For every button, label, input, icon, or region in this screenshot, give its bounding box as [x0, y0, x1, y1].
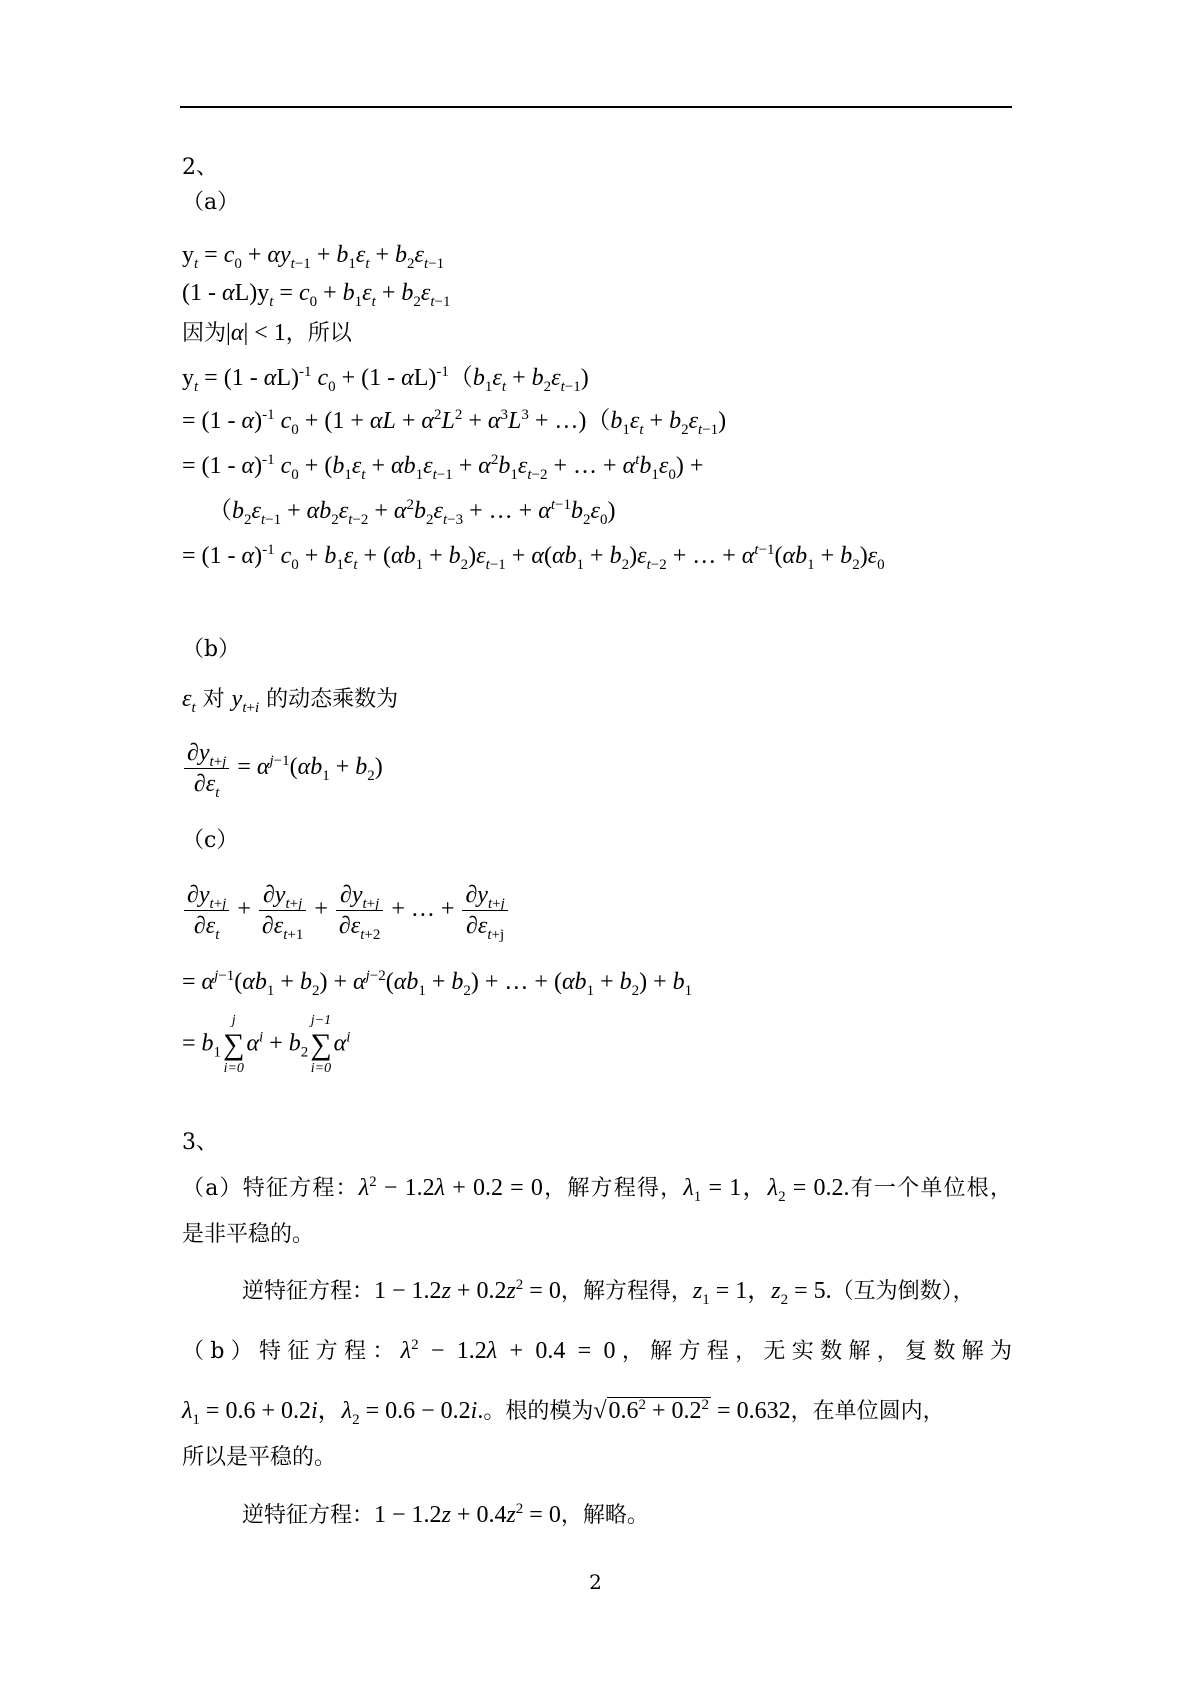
- part-3b-line2: $\lambda_1 = 0.6 + 0.2i$，$\lambda_2 = 0.6 - 0.2i$.。根的模为$√0.6^2 + 0.2^2 = 0.632$，在单位圆内，: [182, 1397, 945, 1428]
- equation-cumulative-sum: $\frac{\partial y_{t+j}}{\partial\varepsilon_t}$ + $\frac{\partial y_{t+j}}{\partial\varepsilon_{t+1}}$ + $\frac{\partial y_{t+j}}{\partial\varepsilon_{t+2}}$ + … + $\frac{\partial y_{t+j}}{\partial\varepsilon_{t+j}}$: [182, 880, 510, 941]
- section-3-heading: 3、: [182, 1130, 218, 1155]
- equation-expand-1: = (1 - α)$^{-1}$ $c_0 + (1 + \alpha L + \alpha^2L^2 + \alpha^3L^3$ + $\dots)(b_1\varepsilon_t + b_2\varepsilon_{t-1})$: [182, 407, 727, 438]
- header-rule: [180, 106, 1012, 108]
- equation-dynamic-multiplier: $\frac{\partial y_{t+j}}{\partial\varepsilon_t}$ = $\alpha^{j-1}(\alpha b_1 + b_2)$: [182, 738, 383, 799]
- dyn-end: 的动态乘数为: [266, 687, 399, 712]
- page-number: 2: [589, 1570, 602, 1594]
- part-c-label: （c）: [182, 828, 239, 853]
- equation-inverse: $y_t = (1 - \alpha L)^{-1}$ $c_0 + (1 - \alpha L)^{-1}(b_1\varepsilon_t + b_2\varepsilon_{t-1})$: [182, 364, 589, 395]
- part-a-label: （a）: [182, 190, 240, 215]
- part-3b-line1: （b）特征方程：$\lambda^2 - 1.2\lambda + 0.4 = 0$，解方程，无实数解，复数解为: [182, 1337, 1012, 1364]
- section-2-heading: 2、: [182, 155, 218, 180]
- dynamic-multiplier-line: $\varepsilon_t$ 对 $y_{t+i}$ 的动态乘数为: [182, 686, 399, 716]
- equation-cumulative-result: = $b_1$ j ∑ i=0 $\alpha^i + b_2$ j−1 ∑ i=0 $\alpha^i$: [182, 1013, 351, 1076]
- equation-expand-3: （$b_2\varepsilon_{t-1} + \alpha b_2\varepsilon_{t-2} + \alpha^2b_2\varepsilon_{t-3}$ + … + $\alpha^{t-1}b_2\varepsilon_0$): [208, 497, 616, 528]
- dyn-mid: 对: [202, 687, 225, 712]
- equation-lag-form: $(1 - \alpha L)y_t = c_0 + b_1\varepsilon_t + b_2\varepsilon_{t-1}$: [182, 280, 451, 310]
- part-3a-inverse: 逆特征方程：$1 - 1.2z + 0.2z^2 = 0$，解方程得，$z_1 = 1$，$z_2 = 5$.（互为倒数），: [242, 1277, 975, 1308]
- part-3b-line3: 所以是平稳的。: [182, 1445, 337, 1470]
- part-b-label: （b）: [182, 637, 241, 662]
- part-3a-line2: 是非平稳的。: [182, 1222, 315, 1247]
- equation-ar-model: $y_t = c_0 + \alpha y_{t-1} + b_1\varepsilon_t + b_2\varepsilon_{t-1}$: [182, 242, 445, 272]
- equation-cumulative-expand: = $\alpha^{j-1}(\alpha b_1 + b_2) + \alpha^{j-2}(\alpha b_1 + b_2)$ + … + $(\alpha b_1 + b_2) + b_1$: [182, 968, 693, 999]
- equation-expand-2: = (1 - α)$^{-1}$ $c_0 + (b_1\varepsilon_t + \alpha b_1\varepsilon_{t-1} + \alpha^2b_1\varepsilon_{t-2}$ + … + $\alpha^tb_1\varepsilon_0$) +: [182, 452, 704, 483]
- because-line: 因为|α| < 1，所以: [182, 320, 352, 346]
- because-prefix: 因为: [182, 321, 227, 346]
- part-3a-line1: （a）特征方程：$\lambda^2 - 1.2\lambda + 0.2 = 0$，解方程得，$\lambda_1 = 1$，$\lambda_2 = 0.2$.有一个单位根，: [182, 1174, 1012, 1205]
- part-3b-inverse: 逆特征方程：$1 - 1.2z + 0.4z^2 = 0$，解略。: [242, 1501, 649, 1528]
- because-suffix: ，所以: [285, 321, 352, 346]
- equation-expand-4: = (1 - α)$^{-1}$ $c_0 + b_1\varepsilon_t + (\alpha b_1 + b_2)\varepsilon_{t-1} + \alpha(\alpha b_1 + b_2)\varepsilon_{t-2}$ + … + $\alpha^{t-1}(\alpha b_1 + b_2)\varepsilon_0$: [182, 542, 885, 573]
